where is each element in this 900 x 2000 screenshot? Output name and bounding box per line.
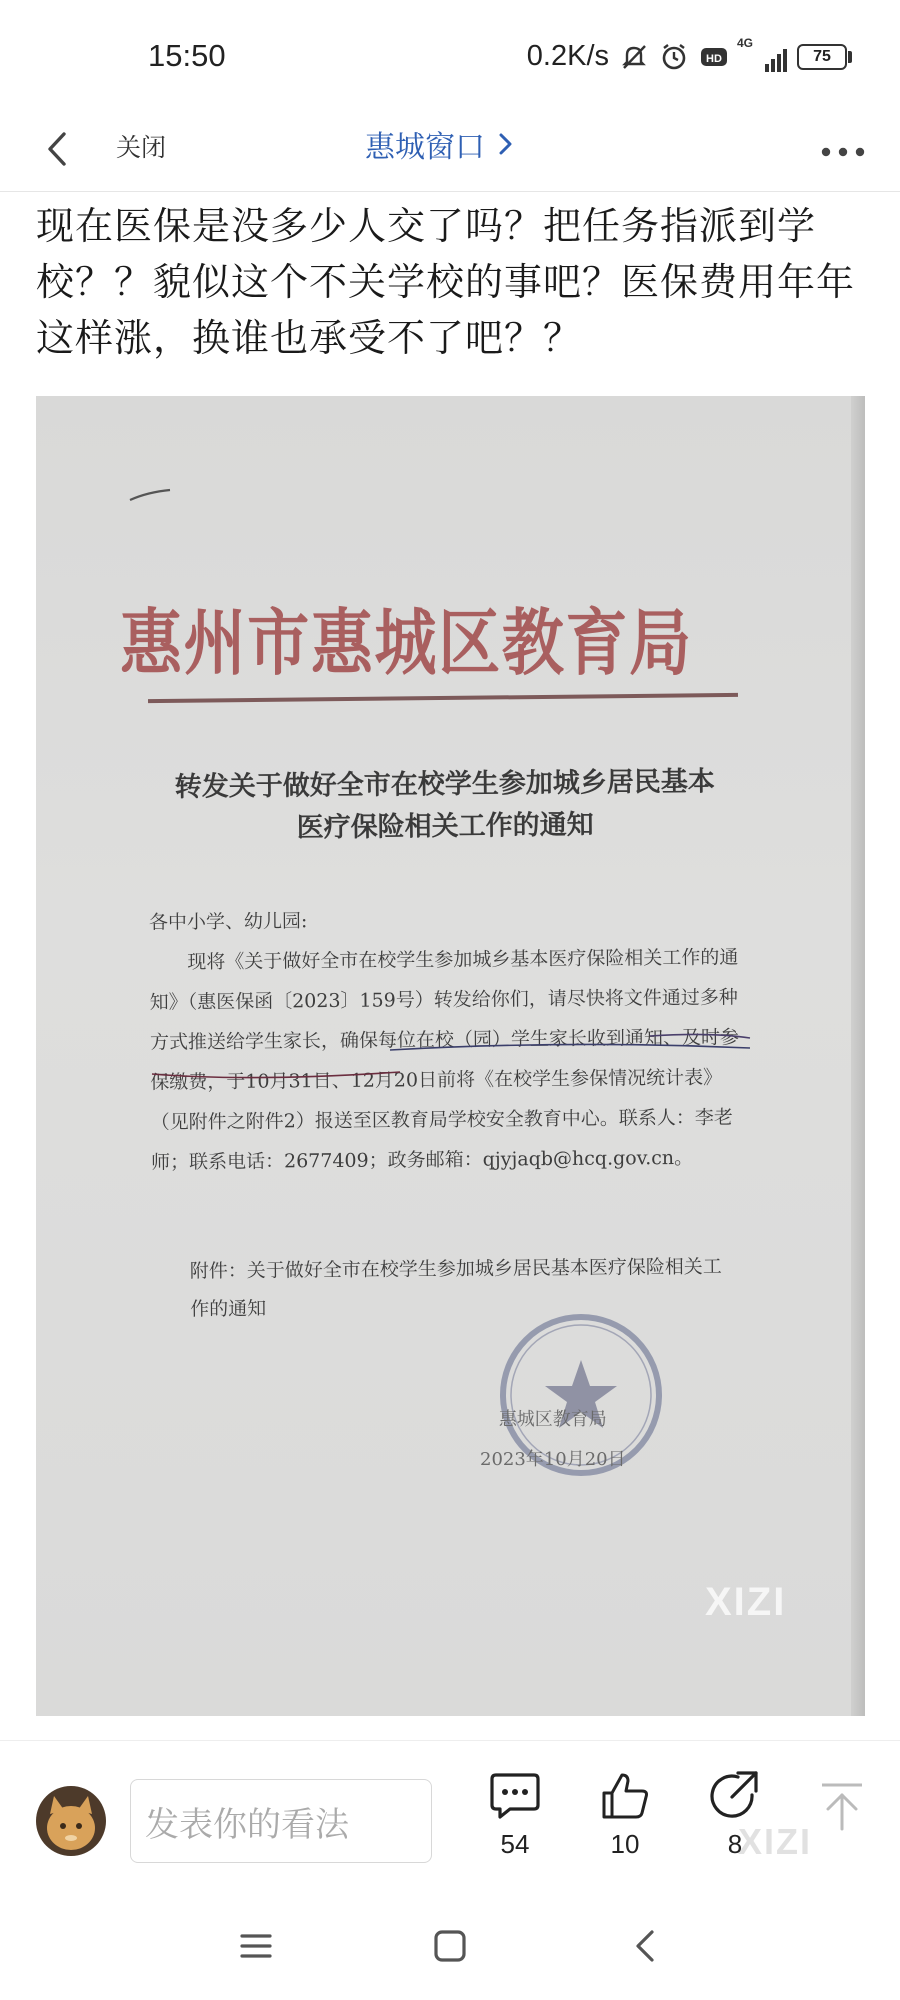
back-icon[interactable] bbox=[626, 1926, 666, 1966]
doc-header: 惠州市惠城区教育局 bbox=[120, 600, 693, 685]
hd-icon bbox=[699, 42, 729, 72]
nav-title: 惠城窗口 bbox=[365, 130, 485, 165]
bottom-watermark: XIZI bbox=[738, 1821, 813, 1862]
doc-attachment: 附件：关于做好全市在校学生参加城乡居民基本医疗保险相关工作的通知 bbox=[189, 1255, 722, 1321]
network-type: 4G bbox=[737, 35, 754, 50]
signal-icon bbox=[737, 35, 787, 72]
close-button[interactable]: 关闭 bbox=[116, 133, 167, 162]
photo-watermark: XIZI bbox=[705, 1580, 787, 1624]
share-icon bbox=[708, 1769, 762, 1823]
battery-level: 75 bbox=[797, 44, 847, 70]
doc-salutation: 各中小学、幼儿园: bbox=[148, 910, 308, 934]
menu-icon[interactable] bbox=[236, 1926, 276, 1966]
doc-signer: 惠城区教育局 bbox=[498, 1409, 607, 1430]
doc-title bbox=[150, 761, 741, 851]
shares-count: 8 bbox=[727, 1829, 743, 1859]
mute-icon bbox=[619, 42, 649, 72]
doc-signature bbox=[480, 1400, 626, 1480]
alarm-icon bbox=[659, 42, 689, 72]
chevron-right-icon bbox=[495, 129, 517, 159]
more-dots-icon[interactable] bbox=[818, 132, 868, 172]
status-icons bbox=[526, 35, 852, 73]
network-speed: 0.2K/s bbox=[526, 40, 609, 72]
like-button[interactable] bbox=[590, 1769, 660, 1860]
status-time: 15:50 bbox=[148, 38, 226, 73]
doc-title-line1: 转发关于做好全市在校学生参加城乡居民基本 bbox=[174, 766, 715, 803]
system-nav-bar bbox=[0, 1890, 900, 2000]
likes-count: 10 bbox=[610, 1829, 640, 1859]
home-icon[interactable] bbox=[430, 1926, 470, 1966]
doc-handwritten-mark bbox=[128, 486, 172, 504]
comments-button[interactable] bbox=[480, 1769, 550, 1860]
svg-text:HD: HD bbox=[706, 52, 722, 65]
user-avatar[interactable] bbox=[36, 1786, 106, 1856]
scroll-to-top-icon[interactable] bbox=[814, 1777, 870, 1833]
post-text: 现在医保是没多少人交了吗？把任务指派到学校？？貌似这个不关学校的事吧？医保费用年年这样涨，换谁也承受不了吧？？ bbox=[36, 204, 856, 360]
comments-count: 54 bbox=[500, 1829, 530, 1859]
back-arrow-icon[interactable] bbox=[38, 124, 78, 174]
status-bar bbox=[0, 0, 900, 110]
doc-paragraph: 现将《关于做好全市在校学生参加城乡基本医疗保险相关工作的通知》（惠医保函〔2023〕159号）转发给你们，请尽快将文件通过多种方式推送给学生家长，确保每位在校（园）学生家长收到通知、及时参保缴费，于10月31日、12月20日前将《在校学生参保情况统计表》（见附件之附件2）报送至区教育局学校安全教育中心。联系人：李老师；联系电话：2677409；政务邮箱：qjyjaqb@hcq.gov.cn。 bbox=[149, 946, 740, 1174]
nav-bar bbox=[0, 110, 900, 192]
ink-underline bbox=[150, 1030, 760, 1090]
doc-title-line2: 医疗保险相关工作的通知 bbox=[296, 809, 594, 844]
thumbs-up-icon bbox=[598, 1769, 652, 1823]
channel-link[interactable] bbox=[365, 122, 517, 166]
doc-date: 2023年10月20日 bbox=[480, 1449, 626, 1470]
action-bar bbox=[0, 1740, 900, 1890]
comment-bubble-icon bbox=[488, 1769, 542, 1823]
battery-icon bbox=[797, 44, 852, 70]
comment-input[interactable]: 发表你的看法 bbox=[130, 1779, 432, 1863]
